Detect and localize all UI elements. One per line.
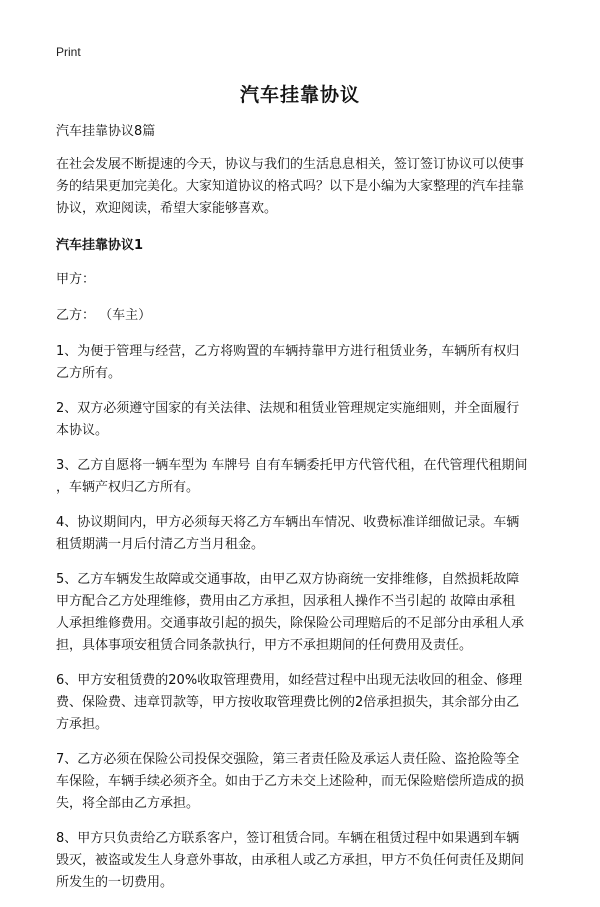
clause-5 bbox=[56, 569, 548, 657]
clause-line: 担，具体事项安租赁合同条款执行，甲方不承担期间的任何费用及责任。 bbox=[56, 638, 473, 653]
clause-6 bbox=[56, 670, 548, 736]
clause-4 bbox=[56, 512, 548, 556]
clause-line: 毁灭，被盗或发生人身意外事故，由承租人或乙方承担，甲方不负任何责任及期间 bbox=[56, 853, 525, 868]
clause-line: 甲方配合乙方处理维修，费用由乙方承担，因承租人操作不当引起的 故障由承租 bbox=[56, 594, 516, 609]
party-a-line: 甲方： bbox=[56, 272, 96, 287]
clause-line: 本协议。 bbox=[56, 423, 109, 438]
clause-line: 7、乙方必须在保险公司投保交强险，第三者责任险及承运人责任险、盗抢险等全 bbox=[56, 752, 520, 767]
clause-line: 4、协议期间内，甲方必须每天将乙方车辆出车情况、收费标准详细做记录。车辆 bbox=[56, 515, 520, 530]
clause-3 bbox=[56, 455, 548, 499]
clause-8 bbox=[56, 828, 548, 894]
document-body bbox=[56, 121, 548, 907]
intro-line: 在社会发展不断提速的今天，协议与我们的生活息息相关，签订签订协议可以使事 bbox=[56, 157, 525, 172]
clause-line: 1、为便于管理与经营，乙方将购置的车辆持靠甲方进行租赁业务，车辆所有权归 bbox=[56, 344, 520, 359]
document-subtitle: 汽车挂靠协议8篇 bbox=[56, 124, 156, 139]
clause-line: 失，将全部由乙方承担。 bbox=[56, 796, 200, 811]
clause-1 bbox=[56, 341, 548, 385]
section-heading: 汽车挂靠协议1 bbox=[56, 238, 144, 253]
clause-line: 6、甲方安租赁费的20%收取管理费用，如经营过程中出现无法收回的租金、修理 bbox=[56, 673, 523, 688]
clause-line: 3、乙方自愿将一辆车型为 车牌号 自有车辆委托甲方代管代租，在代管理代租期间 bbox=[56, 458, 528, 473]
intro-line: 协议，欢迎阅读，希望大家能够喜欢。 bbox=[56, 201, 278, 216]
clause-line: ，车辆产权归乙方所有。 bbox=[56, 480, 200, 495]
clause-line: 5、乙方车辆发生故障或交通事故，由甲乙双方协商统一安排维修，自然损耗故障 bbox=[56, 572, 520, 587]
clause-line: 8、甲方只负责给乙方联系客户，签订租赁合同。车辆在租赁过程中如果遇到车辆 bbox=[56, 831, 520, 846]
clause-7 bbox=[56, 749, 548, 815]
clause-line: 2、双方必须遵守国家的有关法律、法规和租赁业管理规定实施细则，并全面履行 bbox=[56, 401, 520, 416]
party-b-line: 乙方： （车主） bbox=[56, 308, 152, 323]
clause-line: 方承担。 bbox=[56, 717, 109, 732]
clause-line: 费、保险费、违章罚款等，甲方按收取管理费比例的2倍承担损失，其余部分由乙 bbox=[56, 695, 520, 710]
clause-line: 乙方所有。 bbox=[56, 366, 122, 381]
clause-line: 车保险，车辆手续必须齐全。如由于乙方未交上述险种，而无保险赔偿所造成的损 bbox=[56, 774, 525, 789]
intro-line: 务的结果更加完美化。大家知道协议的格式吗？以下是小编为大家整理的汽车挂靠 bbox=[56, 179, 525, 194]
clause-line: 所发生的一切费用。 bbox=[56, 875, 174, 890]
intro-paragraph bbox=[56, 154, 548, 220]
document-title: 汽车挂靠协议 bbox=[239, 84, 360, 106]
clause-line: 租赁期满一月后付清乙方当月租金。 bbox=[56, 537, 265, 552]
clause-2 bbox=[56, 398, 548, 442]
clause-line: 人承担维修费用。交通事故引起的损失，除保险公司理赔后的不足部分由承租人承 bbox=[56, 616, 525, 631]
print-link[interactable]: Print bbox=[56, 45, 81, 59]
